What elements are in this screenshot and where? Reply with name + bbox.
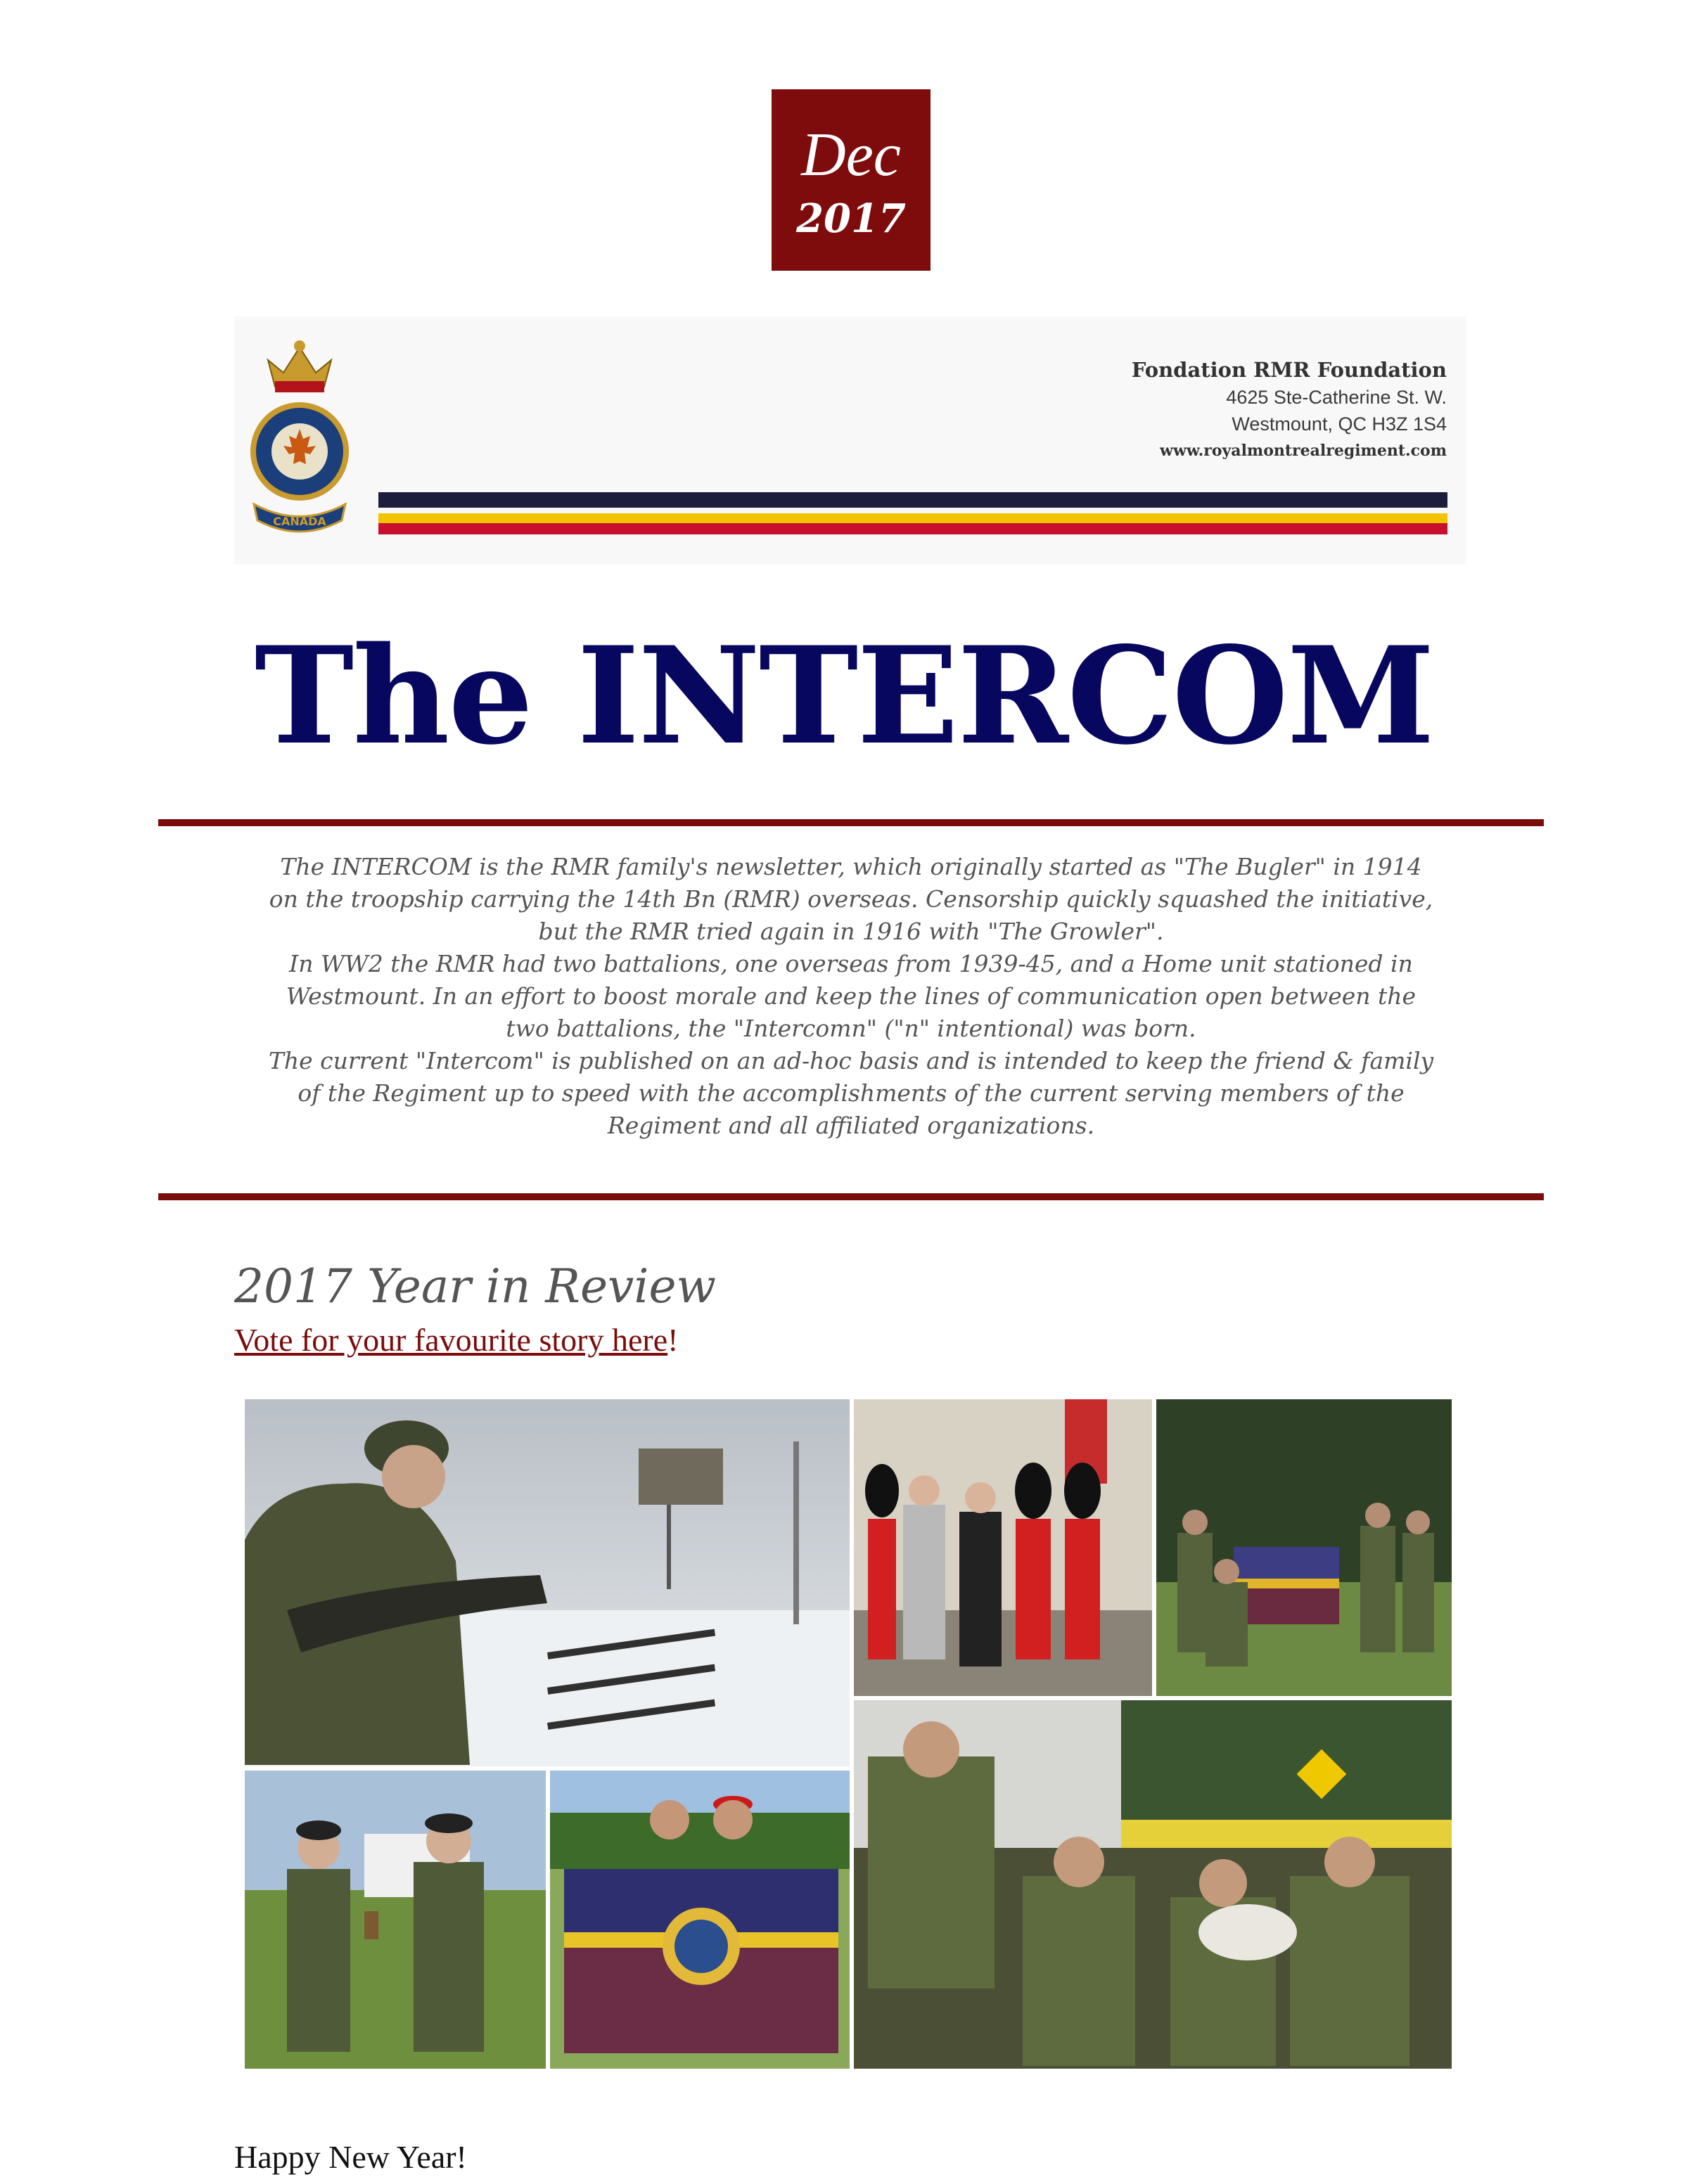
regiment-crest-logo: [240, 332, 359, 543]
stripe-navy: [378, 492, 1447, 508]
regimental-stripes: [378, 492, 1447, 534]
address-line-1: 4625 Ste-Catherine St. W.: [1226, 387, 1447, 408]
photo-royal-visit: [854, 1399, 1152, 1696]
issue-date-badge: [772, 89, 931, 271]
stripe-yellow: [378, 513, 1447, 523]
photo-regimental-flag: [550, 1771, 850, 2069]
year-in-review-photo-collage: [245, 1399, 1452, 2069]
issue-month: Dec: [801, 121, 901, 189]
vote-line: [234, 1321, 678, 1360]
foundation-website[interactable]: www.royalmontrealregiment.com: [1160, 442, 1447, 460]
intro-line: on the troopship carrying the 14th Bn (RMR) overseas. Censorship quickly squashed the initiative,: [269, 885, 1433, 913]
foundation-letterhead: [234, 316, 1466, 565]
photo-flood-sandbagging: [854, 1700, 1452, 2069]
vote-suffix: !: [667, 1322, 679, 1358]
intro-line: Regiment and all affiliated organizations.: [607, 1112, 1095, 1139]
closing-greeting: Happy New Year!: [234, 2139, 467, 2175]
foundation-name: Fondation RMR Foundation: [1131, 358, 1447, 382]
photo-award-presentation: [245, 1771, 546, 2069]
intro-line: of the Regiment up to speed with the accomplishments of the current serving members of the: [298, 1079, 1405, 1107]
newsletter-title: The INTERCOM: [254, 617, 1434, 774]
intro-line: two battalions, the "Intercomn" ("n" intentional) was born.: [506, 1015, 1196, 1042]
intro-line: In WW2 the RMR had two battalions, one overseas from 1939-45, and a Home unit stationed in: [289, 950, 1413, 977]
address-line-2: Westmount, QC H3Z 1S4: [1232, 413, 1447, 435]
divider-top: [158, 819, 1544, 826]
intro-line: The current "Intercom" is published on an ad-hoc basis and is intended to keep the friend & family: [268, 1047, 1434, 1074]
photo-winter-training: [245, 1399, 850, 1766]
intro-paragraph: [211, 851, 1491, 1142]
intro-line: Westmount. In an effort to boost morale and keep the lines of communication open between the: [286, 982, 1417, 1010]
photo-group-with-flag: [1156, 1399, 1452, 1696]
stripe-red: [378, 523, 1447, 534]
divider-bottom: [158, 1193, 1544, 1200]
issue-year: 2017: [796, 195, 906, 242]
intro-line: The INTERCOM is the RMR family's newsletter, which originally started as "The Bugler" in 1914: [280, 853, 1422, 880]
intro-line: but the RMR tried again in 1916 with "The Growler".: [538, 918, 1164, 945]
vote-link[interactable]: Vote for your favourite story here: [234, 1322, 668, 1358]
crest-scroll-text: CANADA: [273, 515, 326, 528]
foundation-address-block: [1132, 356, 1447, 464]
year-in-review-heading: 2017 Year in Review: [234, 1259, 717, 1313]
